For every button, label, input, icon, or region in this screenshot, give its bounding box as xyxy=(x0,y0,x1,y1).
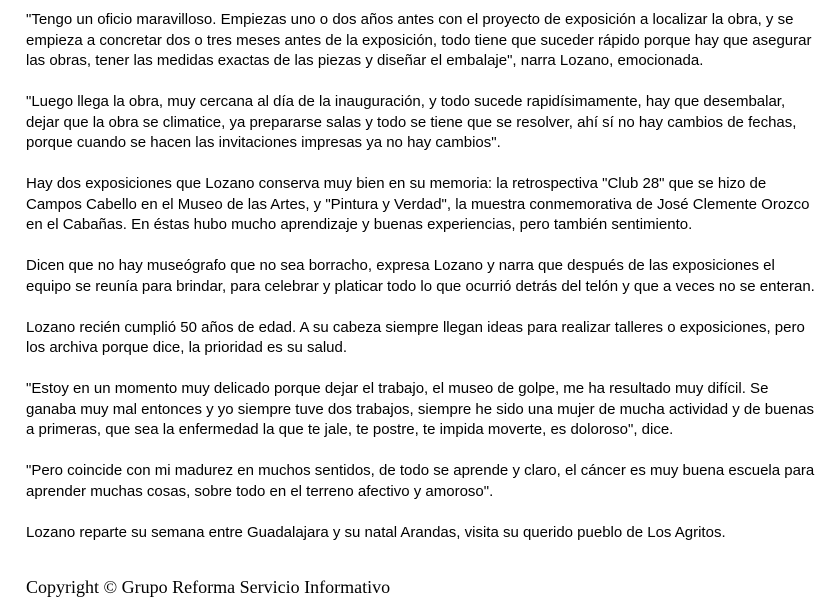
article-body xyxy=(26,10,816,564)
article-paragraph-8: Lozano reparte su semana entre Guadalajara y su natal Arandas, visita su querido pueblo de Los Agritos. xyxy=(26,523,726,541)
article-paragraph-3: Hay dos exposiciones que Lozano conserva muy bien en su memoria: la retrospectiva "Club 28" que se hizo de Campos Cabello en el Museo de las Artes, y "Pintura y Verdad", la muestra conmemorativa de José Clemente Orozco en el Cabañas. En éstas hubo mucho aprendizaje y buenas experiencias, pero también sentimiento. xyxy=(26,175,810,233)
article-paragraph-5: Lozano recién cumplió 50 años de edad. A su cabeza siempre llegan ideas para realizar talleres o exposiciones, pero los archiva porque dice, la prioridad es su salud. xyxy=(26,318,805,356)
article-paragraph-1: "Tengo un oficio maravilloso. Empiezas uno o dos años antes con el proyecto de exposición a localizar la obra, y se empieza a concretar dos o tres meses antes de la exposición, todo tiene que suceder rápido porque hay que asegurar las obras, tener las medidas exactas de las piezas y diseñar el embalaje", narra Lozano, emocionada. xyxy=(26,11,812,69)
article-paragraph-4: Dicen que no hay museógrafo que no sea borracho, expresa Lozano y narra que después de las exposiciones el equipo se reunía para brindar, para celebrar y platicar todo lo que ocurrió detrás del telón y que a veces no se enteran. xyxy=(26,257,815,295)
article-paragraph-7: "Pero coincide con mi madurez en muchos sentidos, de todo se aprende y claro, el cáncer es muy buena escuela para aprender muchas cosas, sobre todo en el terreno afectivo y amoroso". xyxy=(26,462,815,500)
article-paragraph-6: "Estoy en un momento muy delicado porque dejar el trabajo, el museo de golpe, me ha resultado muy difícil. Se ganaba muy mal entonces y yo siempre tuve dos trabajos, siempre he sido una mujer de mucha actividad y de buenas a primeras, que sea la enfermedad la que te jale, te postre, te impida moverte, es doloroso", dice. xyxy=(26,380,814,438)
copyright-notice: Copyright © Grupo Reforma Servicio Informativo xyxy=(26,577,391,597)
article-paragraph-2: "Luego llega la obra, muy cercana al día de la inauguración, y todo sucede rapidísimamente, hay que desembalar, dejar que la obra se climatice, ya prepararse salas y todo se tiene que se resolver, ahí sí no hay cambios de fechas, porque cuando se hacen las invitaciones impresas ya no hay cambios". xyxy=(26,93,797,151)
